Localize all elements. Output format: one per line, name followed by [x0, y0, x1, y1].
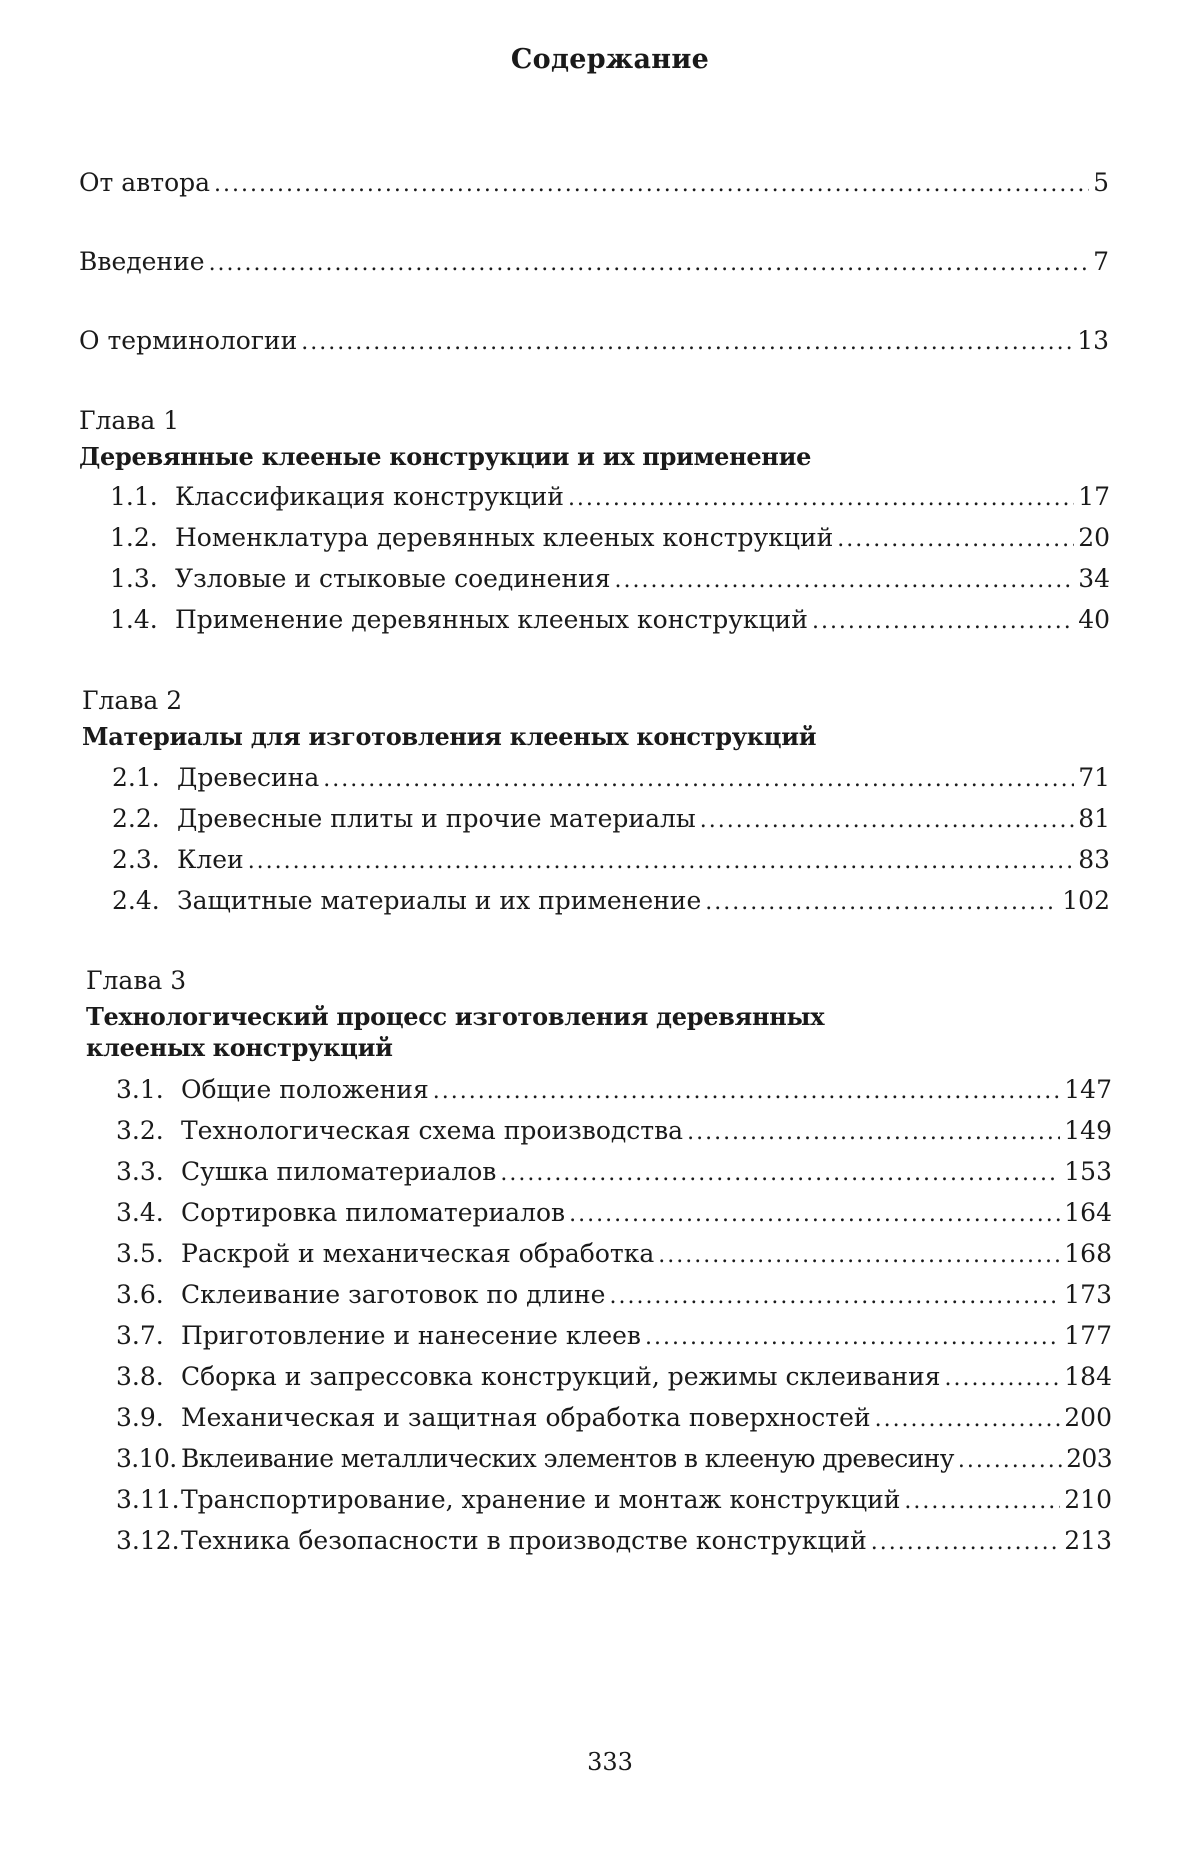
section-title: Вклеивание металлических элементов в клееную древесину — [181, 1444, 954, 1473]
dot-leader — [209, 247, 1090, 281]
section-number: 1.1. — [110, 482, 158, 511]
section-title: Технологическая схема производства — [181, 1116, 684, 1145]
section-number: 1.4. — [110, 605, 158, 634]
toc-section[interactable] — [116, 1442, 1112, 1478]
toc-section[interactable] — [116, 1073, 1112, 1109]
dot-leader — [323, 763, 1074, 797]
section-number: 2.3. — [112, 845, 160, 874]
section-number: 2.2. — [112, 804, 160, 833]
section-page: 153 — [1064, 1157, 1112, 1186]
dot-leader — [945, 1362, 1061, 1396]
dot-leader — [705, 886, 1058, 920]
section-title: Номенклатура деревянных клееных конструкций — [175, 523, 834, 552]
page-number: 333 — [587, 1748, 633, 1776]
toc-section[interactable] — [112, 761, 1110, 797]
toc-entry-introduction[interactable] — [79, 245, 1109, 281]
toc-section[interactable] — [116, 1483, 1112, 1519]
dot-leader — [568, 482, 1074, 516]
section-title: Механическая и защитная обработка поверхностей — [181, 1403, 871, 1432]
section-title: Техника безопасности в производстве конструкций — [181, 1526, 867, 1555]
toc-entry-text: О терминологии — [79, 326, 298, 355]
toc-entry-terminology[interactable] — [79, 324, 1109, 360]
section-title: Клеи — [177, 845, 244, 874]
section-page: 149 — [1064, 1116, 1112, 1145]
chapter-title[interactable]: Технологический процесс изготовления деревянных — [86, 1002, 825, 1031]
toc-entry-text: Введение — [79, 247, 205, 276]
section-page: 71 — [1078, 763, 1110, 792]
section-number: 1.3. — [110, 564, 158, 593]
dot-leader — [609, 1280, 1060, 1314]
section-page: 81 — [1078, 804, 1110, 833]
toc-section[interactable] — [116, 1237, 1112, 1273]
section-title: Общие положения — [181, 1075, 429, 1104]
section-number: 3.9. — [116, 1403, 164, 1432]
section-title: Склеивание заготовок по длине — [181, 1280, 606, 1309]
section-title: Древесные плиты и прочие материалы — [177, 804, 696, 833]
section-page: 20 — [1078, 523, 1110, 552]
toc-entry-page: 7 — [1093, 247, 1109, 276]
section-page: 203 — [1066, 1444, 1112, 1473]
section-title: Приготовление и нанесение клеев — [181, 1321, 641, 1350]
section-page: 17 — [1078, 482, 1110, 511]
dot-leader — [658, 1239, 1060, 1273]
section-page: 40 — [1078, 605, 1110, 634]
section-number: 3.3. — [116, 1157, 164, 1186]
section-page: 102 — [1062, 886, 1110, 915]
section-page: 34 — [1078, 564, 1110, 593]
dot-leader — [301, 326, 1073, 360]
section-number: 3.12. — [116, 1526, 180, 1555]
toc-section[interactable] — [110, 480, 1110, 516]
section-title: Узловые и стыковые соединения — [175, 564, 611, 593]
section-title: Транспортирование, хранение и монтаж конструкций — [181, 1485, 901, 1514]
section-number: 3.2. — [116, 1116, 164, 1145]
section-title: Классификация конструкций — [175, 482, 564, 511]
section-title: Защитные материалы и их применение — [177, 886, 702, 915]
section-page: 200 — [1064, 1403, 1112, 1432]
section-number: 1.2. — [110, 523, 158, 552]
toc-section[interactable] — [116, 1524, 1112, 1560]
toc-section[interactable] — [110, 521, 1110, 557]
section-page: 168 — [1064, 1239, 1112, 1268]
section-number: 3.11. — [116, 1485, 180, 1514]
page-title: Содержание — [510, 44, 710, 75]
dot-leader — [645, 1321, 1060, 1355]
section-number: 3.6. — [116, 1280, 164, 1309]
toc-section[interactable] — [110, 603, 1110, 639]
dot-leader — [875, 1403, 1061, 1437]
chapter-label: Глава 1 — [79, 406, 180, 435]
section-title: Сортировка пиломатериалов — [181, 1198, 566, 1227]
dot-leader — [687, 1116, 1060, 1150]
section-number: 2.1. — [112, 763, 160, 792]
toc-section[interactable] — [116, 1196, 1112, 1232]
section-title: Применение деревянных клееных конструкций — [175, 605, 808, 634]
section-page: 173 — [1064, 1280, 1112, 1309]
chapter-label: Глава 3 — [86, 966, 187, 995]
section-number: 2.4. — [112, 886, 160, 915]
section-page: 177 — [1064, 1321, 1112, 1350]
section-page: 83 — [1078, 845, 1110, 874]
section-page: 147 — [1064, 1075, 1112, 1104]
section-number: 3.4. — [116, 1198, 164, 1227]
section-title: Древесина — [177, 763, 320, 792]
toc-section[interactable] — [112, 843, 1110, 879]
toc-entry-page: 5 — [1093, 168, 1109, 197]
toc-entry-text: От автора — [79, 168, 211, 197]
section-title: Сушка пиломатериалов — [181, 1157, 497, 1186]
dot-leader — [248, 845, 1075, 879]
toc-section[interactable] — [116, 1401, 1112, 1437]
toc-section[interactable] — [116, 1278, 1112, 1314]
dot-leader — [500, 1157, 1060, 1191]
section-number: 3.10. — [116, 1444, 177, 1473]
section-page: 213 — [1064, 1526, 1112, 1555]
dot-leader — [958, 1444, 1062, 1478]
section-title: Сборка и запрессовка конструкций, режимы склеивания — [181, 1362, 941, 1391]
dot-leader — [700, 804, 1074, 838]
toc-section[interactable] — [112, 884, 1110, 920]
dot-leader — [812, 605, 1074, 639]
dot-leader — [214, 168, 1089, 202]
section-title: Раскрой и механическая обработка — [181, 1239, 655, 1268]
toc-section[interactable] — [116, 1319, 1112, 1355]
dot-leader — [904, 1485, 1060, 1519]
toc-section[interactable] — [112, 802, 1110, 838]
toc-section[interactable] — [116, 1114, 1112, 1150]
section-page: 210 — [1064, 1485, 1112, 1514]
section-number: 3.5. — [116, 1239, 164, 1268]
dot-leader — [569, 1198, 1060, 1232]
chapter-title[interactable]: Материалы для изготовления клееных конструкций — [82, 722, 817, 751]
dot-leader — [615, 564, 1075, 598]
section-page: 184 — [1064, 1362, 1112, 1391]
dot-leader — [433, 1075, 1061, 1109]
toc-section[interactable] — [110, 562, 1110, 598]
dot-leader — [871, 1526, 1061, 1560]
toc-section[interactable] — [116, 1360, 1112, 1396]
chapter-title[interactable]: Деревянные клееные конструкции и их применение — [79, 442, 812, 471]
toc-section[interactable] — [116, 1155, 1112, 1191]
section-number: 3.7. — [116, 1321, 164, 1350]
section-number: 3.1. — [116, 1075, 164, 1104]
chapter-title-continued[interactable]: клееных конструкций — [86, 1033, 393, 1062]
dot-leader — [837, 523, 1074, 557]
section-number: 3.8. — [116, 1362, 164, 1391]
toc-entry-page: 13 — [1077, 326, 1109, 355]
toc-entry-from-author[interactable] — [79, 166, 1109, 202]
section-page: 164 — [1064, 1198, 1112, 1227]
chapter-label: Глава 2 — [82, 686, 183, 715]
